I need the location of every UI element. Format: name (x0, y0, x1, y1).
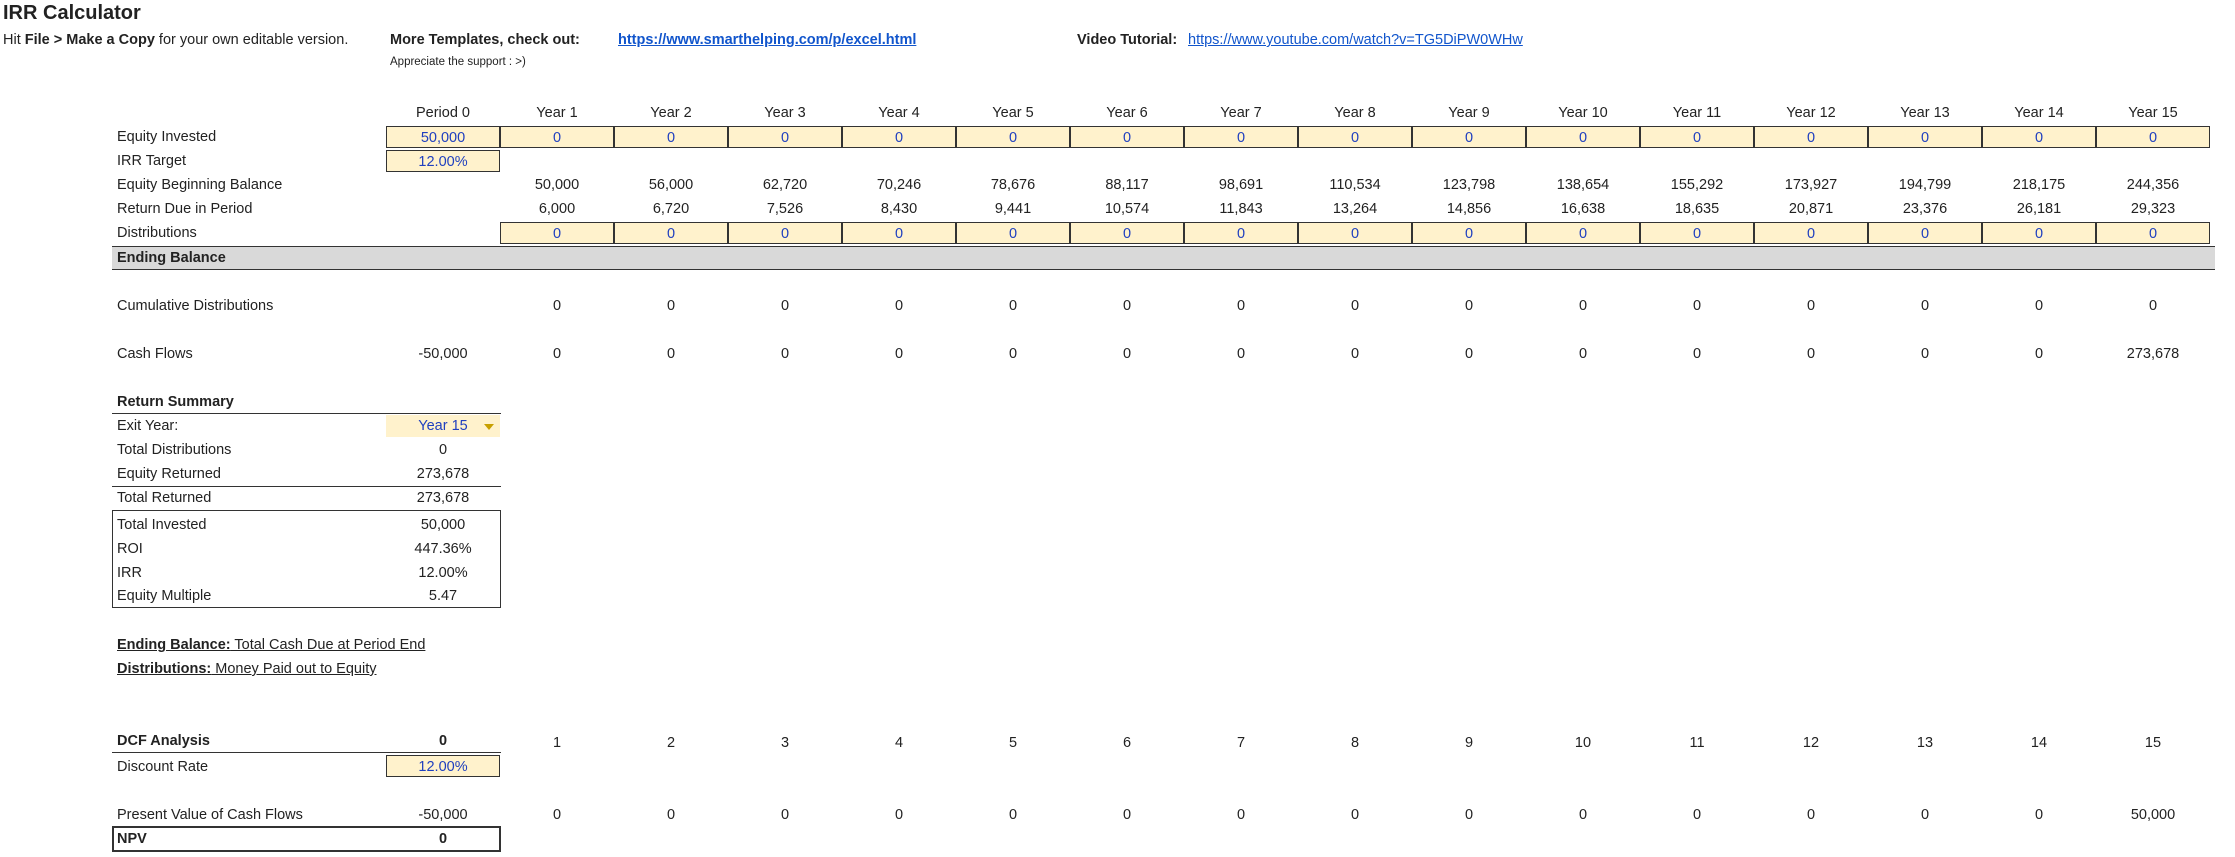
pv-year-13: 0 (1920, 807, 1930, 823)
cumulative-dist-year-11: 0 (1692, 298, 1702, 314)
return-due-year-14: 26,181 (2016, 201, 2062, 217)
pv-period-0: -50,000 (418, 807, 468, 823)
label-total-returned: Total Returned (117, 490, 212, 506)
dcf-period-12: 12 (1802, 735, 1820, 751)
equity-beginning-year-3: 62,720 (762, 177, 808, 193)
equity-invested-input-year-10[interactable]: 0 (1526, 126, 1640, 148)
pv-year-10: 0 (1578, 807, 1588, 823)
equity-beginning-year-15: 244,356 (2126, 177, 2180, 193)
cash-flow-year-13: 0 (1920, 346, 1930, 362)
header-year-6: Year 6 (1106, 105, 1148, 121)
distribution-input-year-14[interactable]: 0 (1982, 222, 2096, 244)
summary-divider (112, 413, 501, 414)
pv-year-4: 0 (894, 807, 904, 823)
total-invested-value: 50,000 (420, 517, 466, 533)
return-due-year-10: 16,638 (1560, 201, 1606, 217)
pv-year-14: 0 (2034, 807, 2044, 823)
return-due-year-13: 23,376 (1902, 201, 1948, 217)
roi-value: 447.36% (414, 541, 472, 557)
cash-flow-year-12: 0 (1806, 346, 1816, 362)
equity-invested-period0-input[interactable]: 50,000 (386, 126, 500, 148)
equity-beginning-year-11: 155,292 (1670, 177, 1724, 193)
header-year-11: Year 11 (1672, 105, 1722, 121)
equity-invested-input-year-6[interactable]: 0 (1070, 126, 1184, 148)
cumulative-dist-year-5: 0 (1008, 298, 1018, 314)
equity-invested-input-year-8[interactable]: 0 (1298, 126, 1412, 148)
header-year-2: Year 2 (650, 105, 692, 121)
distribution-input-year-3[interactable]: 0 (728, 222, 842, 244)
header-period-0: Period 0 (415, 105, 470, 121)
distribution-input-year-1[interactable]: 0 (500, 222, 614, 244)
note-distributions (117, 658, 377, 680)
cumulative-dist-year-4: 0 (894, 298, 904, 314)
dcf-period-14: 14 (2030, 735, 2048, 751)
exit-year-dropdown[interactable] (386, 415, 500, 437)
header-year-15: Year 15 (2128, 105, 2178, 121)
distribution-input-year-4[interactable]: 0 (842, 222, 956, 244)
label-irr: IRR (117, 565, 142, 581)
cash-flow-year-7: 0 (1236, 346, 1246, 362)
cash-flow-year-10: 0 (1578, 346, 1588, 362)
dcf-period-8: 8 (1350, 735, 1360, 751)
return-due-year-15: 29,323 (2130, 201, 2176, 217)
pv-year-6: 0 (1122, 807, 1132, 823)
equity-invested-input-year-12[interactable]: 0 (1754, 126, 1868, 148)
equity-invested-input-year-1[interactable]: 0 (500, 126, 614, 148)
cash-flow-year-11: 0 (1692, 346, 1702, 362)
equity-beginning-year-2: 56,000 (648, 177, 694, 193)
cash-flow-year-5: 0 (1008, 346, 1018, 362)
note-ending-term: Ending Balance: (117, 637, 231, 653)
video-label: Video Tutorial: (1077, 32, 1178, 48)
distribution-input-year-13[interactable]: 0 (1868, 222, 1982, 244)
equity-invested-input-year-14[interactable]: 0 (1982, 126, 2096, 148)
header-year-4: Year 4 (878, 105, 920, 121)
copy-hint-prefix: Hit (3, 32, 25, 48)
pv-year-5: 0 (1008, 807, 1018, 823)
cumulative-dist-year-14: 0 (2034, 298, 2044, 314)
cash-flow-year-1: 0 (552, 346, 562, 362)
distribution-input-year-10[interactable]: 0 (1526, 222, 1640, 244)
cumulative-dist-year-8: 0 (1350, 298, 1360, 314)
label-equity-returned: Equity Returned (117, 466, 221, 482)
equity-returned-value: 273,678 (416, 466, 470, 482)
equity-invested-input-year-15[interactable]: 0 (2096, 126, 2210, 148)
distribution-input-year-2[interactable]: 0 (614, 222, 728, 244)
distribution-input-year-7[interactable]: 0 (1184, 222, 1298, 244)
distribution-input-year-11[interactable]: 0 (1640, 222, 1754, 244)
note-ending-balance (117, 634, 425, 656)
note-dist-desc: Money Paid out to Equity (211, 661, 377, 677)
cumulative-dist-year-10: 0 (1578, 298, 1588, 314)
label-distributions: Distributions (117, 225, 197, 241)
dcf-period-5: 5 (1008, 735, 1018, 751)
dcf-period-0: 0 (438, 733, 448, 749)
equity-invested-input-year-3[interactable]: 0 (728, 126, 842, 148)
equity-invested-input-year-2[interactable]: 0 (614, 126, 728, 148)
header-year-1: Year 1 (536, 105, 578, 121)
cumulative-dist-year-3: 0 (780, 298, 790, 314)
equity-beginning-year-6: 88,117 (1105, 177, 1149, 193)
chevron-down-icon[interactable] (484, 424, 494, 430)
label-ending-balance: Ending Balance (117, 250, 226, 266)
distribution-input-year-6[interactable]: 0 (1070, 222, 1184, 244)
equity-beginning-year-12: 173,927 (1784, 177, 1838, 193)
equity-invested-input-year-9[interactable]: 0 (1412, 126, 1526, 148)
return-due-year-3: 7,526 (766, 201, 804, 217)
header-year-12: Year 12 (1786, 105, 1836, 121)
cash-flow-year-8: 0 (1350, 346, 1360, 362)
equity-invested-input-year-7[interactable]: 0 (1184, 126, 1298, 148)
return-due-year-8: 13,264 (1332, 201, 1378, 217)
pv-year-11: 0 (1692, 807, 1702, 823)
total-returned-value: 273,678 (416, 490, 470, 506)
dcf-divider (112, 752, 501, 753)
equity-beginning-year-8: 110,534 (1329, 177, 1381, 193)
dcf-period-9: 9 (1464, 735, 1474, 751)
distribution-input-year-9[interactable]: 0 (1412, 222, 1526, 244)
label-irr-target: IRR Target (117, 153, 187, 169)
pv-year-3: 0 (780, 807, 790, 823)
equity-beginning-year-1: 50,000 (534, 177, 580, 193)
note-ending-desc: Total Cash Due at Period End (230, 637, 426, 653)
label-discount-rate: Discount Rate (117, 759, 209, 775)
pv-year-9: 0 (1464, 807, 1474, 823)
label-equity-beginning: Equity Beginning Balance (117, 177, 283, 193)
cumulative-dist-year-12: 0 (1806, 298, 1816, 314)
equity-invested-input-year-11[interactable]: 0 (1640, 126, 1754, 148)
return-due-year-5: 9,441 (994, 201, 1032, 217)
return-due-year-7: 11,843 (1219, 201, 1263, 217)
note-dist-term: Distributions: (117, 661, 212, 677)
label-pv-cash-flows: Present Value of Cash Flows (117, 807, 303, 823)
cumulative-dist-year-7: 0 (1236, 298, 1246, 314)
label-equity-multiple: Equity Multiple (117, 588, 212, 604)
copy-hint-bold: File > Make a Copy (24, 32, 155, 48)
dcf-period-11: 11 (1689, 735, 1705, 751)
distribution-input-year-12[interactable]: 0 (1754, 222, 1868, 244)
label-total-invested: Total Invested (117, 517, 207, 533)
cumulative-dist-year-15: 0 (2148, 298, 2158, 314)
irr-target-input[interactable]: 12.00% (386, 150, 500, 172)
dcf-period-15: 15 (2144, 735, 2162, 751)
dcf-period-7: 7 (1236, 735, 1246, 751)
dcf-period-3: 3 (780, 735, 790, 751)
header-year-5: Year 5 (992, 105, 1034, 121)
dcf-period-6: 6 (1122, 735, 1132, 751)
dcf-period-4: 4 (894, 735, 904, 751)
ending-balance-band (112, 246, 2215, 270)
equity-invested-input-year-5[interactable]: 0 (956, 126, 1070, 148)
label-total-distributions: Total Distributions (117, 442, 232, 458)
label-cumulative-distributions: Cumulative Distributions (117, 298, 274, 314)
label-exit-year: Exit Year: (117, 418, 179, 434)
pv-year-1: 0 (552, 807, 562, 823)
equity-beginning-year-10: 138,654 (1556, 177, 1610, 193)
header-year-7: Year 7 (1220, 105, 1262, 121)
pv-year-2: 0 (666, 807, 676, 823)
equity-invested-input-year-13[interactable]: 0 (1868, 126, 1982, 148)
npv-value: 0 (438, 831, 448, 847)
cumulative-dist-year-6: 0 (1122, 298, 1132, 314)
return-due-year-6: 10,574 (1104, 201, 1150, 217)
header-year-8: Year 8 (1334, 105, 1376, 121)
templates-sub: Appreciate the support : >) (390, 56, 526, 68)
equity-beginning-year-14: 218,175 (2012, 177, 2066, 193)
return-due-year-4: 8,430 (880, 201, 918, 217)
distribution-input-year-15[interactable]: 0 (2096, 222, 2210, 244)
cumulative-dist-year-13: 0 (1920, 298, 1930, 314)
dcf-title: DCF Analysis (117, 733, 210, 749)
header-year-14: Year 14 (2014, 105, 2064, 121)
total-distributions-value: 0 (438, 442, 448, 458)
cash-flow-year-9: 0 (1464, 346, 1474, 362)
templates-label: More Templates, check out: (390, 32, 580, 48)
cash-flow-year-3: 0 (780, 346, 790, 362)
video-link[interactable]: https://www.youtube.com/watch?v=TG5DiPW0WHw (1188, 32, 1523, 48)
exit-year-value: Year 15 (418, 418, 468, 434)
return-due-year-2: 6,720 (652, 201, 690, 217)
label-return-due: Return Due in Period (117, 201, 253, 217)
return-summary-title: Return Summary (117, 394, 234, 410)
equity-beginning-year-13: 194,799 (1898, 177, 1952, 193)
return-due-year-1: 6,000 (538, 201, 576, 217)
label-roi: ROI (117, 541, 143, 557)
header-year-10: Year 10 (1558, 105, 1608, 121)
cash-flow-year-4: 0 (894, 346, 904, 362)
cash-flow-year-15: 273,678 (2126, 346, 2180, 362)
pv-year-15: 50,000 (2130, 807, 2176, 823)
distribution-input-year-5[interactable]: 0 (956, 222, 1070, 244)
equity-beginning-year-7: 98,691 (1218, 177, 1264, 193)
equity-beginning-year-4: 70,246 (876, 177, 922, 193)
templates-link[interactable]: https://www.smarthelping.com/p/excel.html (618, 32, 917, 48)
cash-flow-year-14: 0 (2034, 346, 2044, 362)
dcf-period-13: 13 (1916, 735, 1934, 751)
return-due-year-11: 18,635 (1674, 201, 1720, 217)
discount-rate-input[interactable]: 12.00% (386, 755, 500, 777)
header-year-3: Year 3 (764, 105, 806, 121)
return-due-year-12: 20,871 (1788, 201, 1834, 217)
cash-flow-period0: -50,000 (418, 346, 468, 362)
label-npv: NPV (117, 831, 147, 847)
equity-multiple-value: 5.47 (428, 588, 458, 604)
header-year-13: Year 13 (1900, 105, 1950, 121)
dcf-period-10: 10 (1574, 735, 1592, 751)
cash-flow-year-6: 0 (1122, 346, 1132, 362)
page-title: IRR Calculator (3, 2, 141, 24)
header-year-9: Year 9 (1448, 105, 1490, 121)
dcf-period-2: 2 (666, 735, 676, 751)
equity-beginning-year-9: 123,798 (1442, 177, 1496, 193)
pv-year-12: 0 (1806, 807, 1816, 823)
distribution-input-year-8[interactable]: 0 (1298, 222, 1412, 244)
cumulative-dist-year-2: 0 (666, 298, 676, 314)
cash-flow-year-2: 0 (666, 346, 676, 362)
return-due-year-9: 14,856 (1446, 201, 1492, 217)
pv-year-7: 0 (1236, 807, 1246, 823)
copy-hint (3, 32, 348, 48)
label-cash-flows: Cash Flows (117, 346, 193, 362)
dcf-period-1: 1 (552, 735, 562, 751)
cumulative-dist-year-1: 0 (552, 298, 562, 314)
cumulative-dist-year-9: 0 (1464, 298, 1474, 314)
pv-year-8: 0 (1350, 807, 1360, 823)
label-equity-invested: Equity Invested (117, 129, 217, 145)
equity-beginning-year-5: 78,676 (990, 177, 1036, 193)
copy-hint-suffix: for your own editable version. (154, 32, 349, 48)
irr-value: 12.00% (418, 565, 468, 581)
equity-invested-input-year-4[interactable]: 0 (842, 126, 956, 148)
